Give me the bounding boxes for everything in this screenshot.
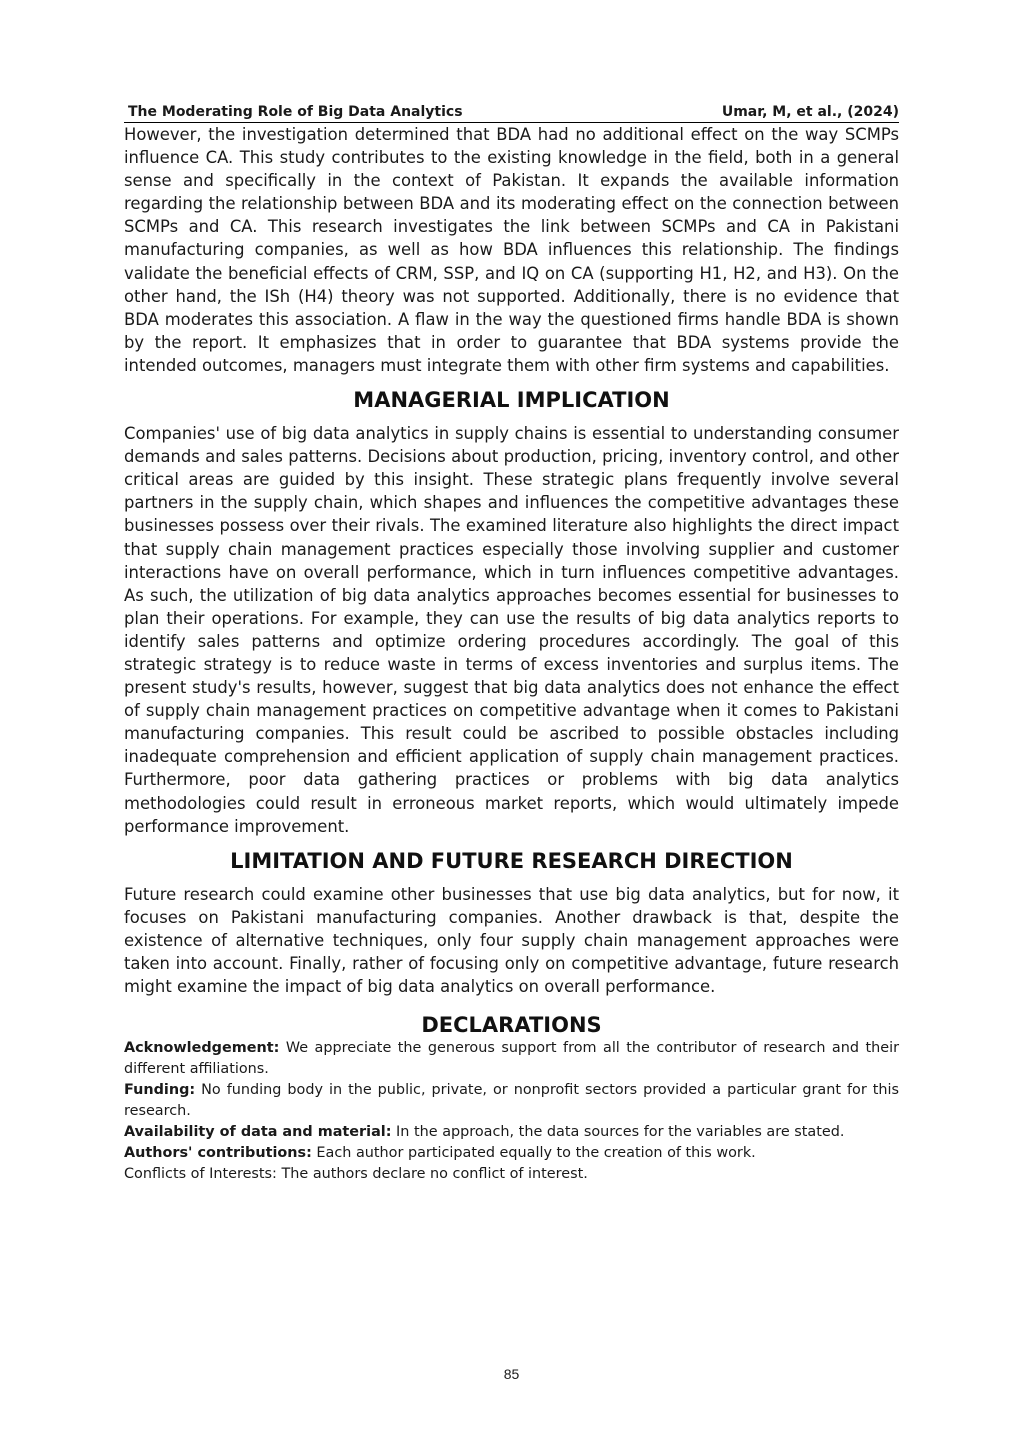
- page-number: 85: [503, 1366, 520, 1382]
- availability-statement: [124, 1122, 899, 1143]
- header-citation: Umar, M, et al., (2024): [721, 104, 899, 120]
- acknowledgement-statement: [124, 1038, 899, 1080]
- funding-statement: [124, 1080, 899, 1122]
- managerial-paragraph: Companies' use of big data analytics in supply chains is essential to understanding consumer demands and sales patterns. Decisions about production, pricing, inventory control, and other critical areas are guided by this insight. These strategic plans frequently involve several partners in the supply chain, which shapes and influences the competitive advantages these businesses possess over their rivals. The examined literature also highlights the direct impact that supply chain management practices especially those involving supplier and customer interactions have on overall performance, which in turn influences competitive advantages. As such, the utilization of big data analytics approaches becomes essential for businesses to plan their operations. For example, they can use the results of big data analytics reports to identify sales patterns and optimize ordering procedures accordingly. The goal of this strategic strategy is to reduce waste in terms of excess inventories and surplus items. The present study's results, however, suggest that big data analytics does not enhance the effect of supply chain management practices on competitive advantage when it comes to Pakistani manufacturing companies. This result could be ascribed to possible obstacles including inadequate comprehension and efficient application of supply chain management practices. Furthermore, poor data gathering practices or problems with big data analytics methodologies could result in erroneous market reports, which would ultimately impede performance improvement.: [124, 424, 899, 836]
- limitation-paragraph: Future research could examine other businesses that use big data analytics, but for now, it focuses on Pakistani manufacturing companies. Another drawback is that, despite the existence of alternative techniques, only four supply chain management approaches were taken into account. Finally, rather of focusing only on competitive advantage, future research might examine the impact of big data analytics on overall performance.: [124, 884, 899, 997]
- conflicts-statement: Conflicts of Interests: The authors declare no conflict of interest.: [124, 1166, 588, 1183]
- running-header: [124, 104, 899, 123]
- contributions-text: Each author participated equally to the creation of this work.: [311, 1145, 756, 1162]
- availability-label: Availability of data and material:: [124, 1124, 392, 1141]
- acknowledgement-label: Acknowledgement:: [124, 1040, 280, 1057]
- managerial-heading: MANAGERIAL IMPLICATION: [353, 388, 670, 413]
- contributions-label: Authors' contributions:: [124, 1145, 312, 1162]
- intro-paragraph: However, the investigation determined that BDA had no additional effect on the way SCMPs influence CA. This study contributes to the existing knowledge in the field, both in a general sense and specifically in the context of Pakistan. It expands the available information regarding the relationship between BDA and its moderating effect on the connection between SCMPs and CA. This research investigates the link between SCMPs and CA in Pakistani manufacturing companies, as well as how BDA influences this relationship. The findings validate the beneficial effects of CRM, SSP, and IQ on CA (supporting H1, H2, and H3). On the other hand, the ISh (H4) theory was not supported. Additionally, there is no evidence that BDA moderates this association. A flaw in the way the questioned firms handle BDA is shown by the report. It emphasizes that in order to guarantee that BDA systems provide the intended outcomes, managers must integrate them with other firm systems and capabilities.: [124, 125, 899, 375]
- contributions-statement: [124, 1143, 899, 1164]
- limitation-heading: LIMITATION AND FUTURE RESEARCH DIRECTION: [230, 848, 793, 873]
- funding-text: No funding body in the public, private, or nonprofit sectors provided a particular grant for this research.: [124, 1082, 899, 1120]
- header-title: The Moderating Role of Big Data Analytics: [128, 104, 463, 120]
- availability-text: In the approach, the data sources for the variables are stated.: [391, 1124, 845, 1141]
- acknowledgement-text: We appreciate the generous support from all the contributor of research and their different affiliations.: [124, 1040, 899, 1078]
- page-content: [124, 104, 899, 1185]
- funding-label: Funding:: [124, 1082, 196, 1099]
- declarations-heading: DECLARATIONS: [421, 1013, 602, 1038]
